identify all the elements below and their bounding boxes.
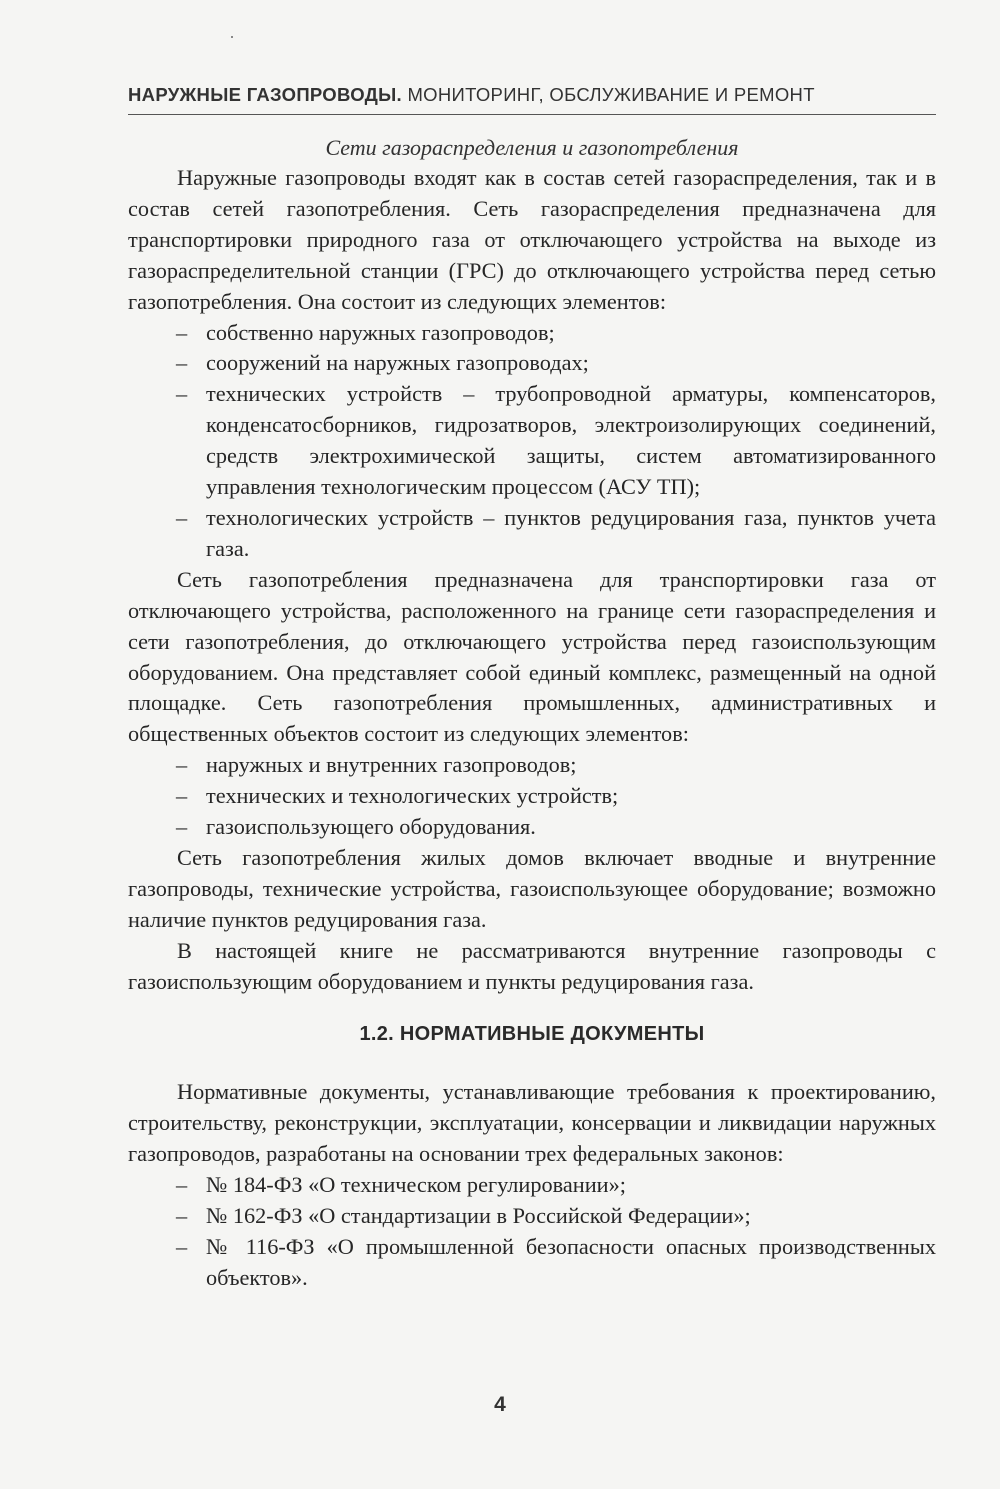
scan-speck bbox=[231, 36, 233, 38]
text-block bbox=[128, 163, 936, 1294]
running-header-rest: МОНИТОРИНГ, ОБСЛУЖИВАНИЕ И РЕМОНТ bbox=[407, 84, 815, 105]
header-rule bbox=[128, 114, 936, 115]
consumption-network-list bbox=[128, 750, 936, 843]
paragraph-5: Нормативные документы, устанавливающие требования к проектированию, строительству, реконструкции, эксплуатации, консервации и ликвидации наружных газопроводов, разработаны на основании трех федеральных законов: bbox=[128, 1079, 936, 1167]
subsection-title: Сети газораспределения и газопотребления bbox=[325, 135, 739, 160]
section-gap bbox=[128, 1056, 936, 1077]
distribution-network-list bbox=[128, 318, 936, 565]
paragraph-1: Наружные газопроводы входят как в состав сетей газораспределения, так и в состав сетей газопотребления. Сеть газораспределения предназначена для транспортировки природного газа от отключающего устройства на выходе из газораспределительной станции (ГРС) до отключающего устройства перед сетью газопотребления. Она состоит из следующих элементов: bbox=[128, 165, 936, 314]
running-header-bold: НАРУЖНЫЕ ГАЗОПРОВОДЫ. bbox=[128, 84, 402, 105]
paragraph-4: В настоящей книге не рассматриваются внутренние газопроводы с газоиспользующим оборудованием и пункты редуцирования газа. bbox=[128, 937, 936, 994]
list-item: – газоиспользующего оборудования. bbox=[128, 812, 936, 843]
list-item: – № 184-ФЗ «О техническом регулировании»; bbox=[128, 1170, 936, 1201]
running-header bbox=[128, 84, 936, 106]
list-item: – технических и технологических устройств; bbox=[128, 781, 936, 812]
list-item: – сооружений на наружных газопроводах; bbox=[128, 348, 936, 379]
list-item: – технологических устройств – пунктов редуцирования газа, пунктов учета газа. bbox=[128, 503, 936, 565]
list-item: – № 116-ФЗ «О промышленной безопасности опасных производственных объектов». bbox=[128, 1232, 936, 1294]
paragraph-2: Сеть газопотребления предназначена для транспортировки газа от отключающего устройства, расположенного на границе сети газораспределения и сети газопотребления, до отключающего устройства перед газоиспользующим оборудованием. Она представляет собой единый комплекс, размещенный на одной площадке. Сеть газопотребления промышленных, административных и общественных объектов состоит из следующих элементов: bbox=[128, 566, 936, 747]
list-item: – технических устройств – трубопроводной арматуры, компенсаторов, конденсатосборников, гидрозатворов, электроизолирующих соединений, средств электрохимической защиты, систем автоматизированного управления технологическим процессом (АСУ ТП); bbox=[128, 379, 936, 503]
page-number: 4 bbox=[494, 1393, 506, 1416]
page-body bbox=[128, 133, 936, 1294]
list-item: – № 162-ФЗ «О стандартизации в Российской Федерации»; bbox=[128, 1201, 936, 1232]
paragraph-3: Сеть газопотребления жилых домов включает вводные и внутренние газопроводы, технические устройства, газоиспользующее оборудование; возможно наличие пунктов редуцирования газа. bbox=[128, 844, 936, 932]
federal-laws-list bbox=[128, 1170, 936, 1294]
list-item: – собственно наружных газопроводов; bbox=[128, 318, 936, 349]
list-item: – наружных и внутренних газопроводов; bbox=[128, 750, 936, 781]
section-heading: 1.2. НОРМАТИВНЫЕ ДОКУМЕНТЫ bbox=[359, 1023, 705, 1046]
